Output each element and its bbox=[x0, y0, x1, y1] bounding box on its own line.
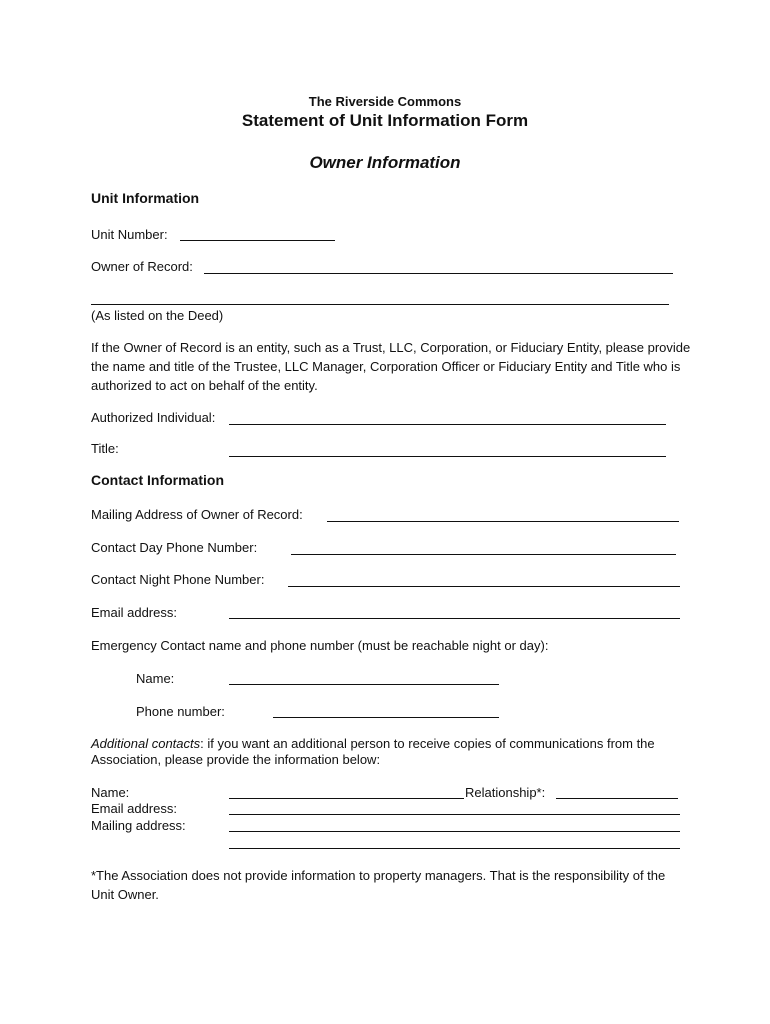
owner-label: Owner of Record: bbox=[91, 259, 193, 274]
owner-field[interactable] bbox=[204, 273, 673, 274]
relationship-label: Relationship*: bbox=[465, 785, 546, 800]
additional-mailing-label: Mailing address: bbox=[91, 818, 186, 833]
owner-field-line-2[interactable] bbox=[91, 304, 669, 305]
form-title: Statement of Unit Information Form bbox=[241, 111, 529, 130]
emergency-phone-field[interactable] bbox=[273, 717, 499, 718]
emergency-name-field[interactable] bbox=[229, 684, 499, 685]
night-phone-label: Contact Night Phone Number: bbox=[91, 572, 265, 587]
unit-info-heading: Unit Information bbox=[91, 190, 200, 206]
additional-contacts-lead: Additional contacts bbox=[91, 736, 201, 751]
mailing-address-field[interactable] bbox=[327, 521, 679, 522]
day-phone-label: Contact Day Phone Number: bbox=[91, 540, 258, 555]
title-field[interactable] bbox=[229, 456, 666, 457]
additional-name-field[interactable] bbox=[229, 798, 464, 799]
additional-contacts-text: : if you want an additional person to receive copies of communications from the Association, please provide the information below: bbox=[91, 736, 655, 767]
title-label: Title: bbox=[91, 441, 119, 456]
section-title: Owner Information bbox=[309, 153, 461, 172]
authorized-individual-label: Authorized Individual: bbox=[91, 410, 216, 425]
contact-info-heading: Contact Information bbox=[91, 472, 224, 488]
email-label: Email address: bbox=[91, 605, 177, 620]
email-field[interactable] bbox=[229, 618, 680, 619]
additional-name-label: Name: bbox=[91, 785, 130, 800]
emergency-contact-label: Emergency Contact name and phone number (must be reachable night or day): bbox=[91, 638, 549, 653]
unit-number-label: Unit Number: bbox=[91, 227, 168, 242]
additional-mailing-field[interactable] bbox=[229, 831, 680, 832]
additional-mailing-field-line-2[interactable] bbox=[229, 848, 680, 849]
night-phone-field[interactable] bbox=[288, 586, 680, 587]
additional-contacts-note bbox=[91, 736, 691, 768]
relationship-field[interactable] bbox=[556, 798, 678, 799]
unit-number-field[interactable] bbox=[180, 240, 335, 241]
footnote: *The Association does not provide information to property managers. That is the responsibility of the Unit Owner. bbox=[91, 868, 666, 902]
mailing-address-label: Mailing Address of Owner of Record: bbox=[91, 507, 303, 522]
emergency-phone-label: Phone number: bbox=[136, 704, 225, 719]
authorized-individual-field[interactable] bbox=[229, 424, 666, 425]
additional-email-label: Email address: bbox=[91, 801, 177, 816]
deed-note: (As listed on the Deed) bbox=[91, 308, 224, 323]
organization-name: The Riverside Commons bbox=[308, 94, 462, 109]
additional-email-field[interactable] bbox=[229, 814, 680, 815]
day-phone-field[interactable] bbox=[291, 554, 676, 555]
emergency-name-label: Name: bbox=[136, 671, 175, 686]
entity-note: If the Owner of Record is an entity, such as a Trust, LLC, Corporation, or Fiduciary Entity, please provide the name and title of the Trustee, LLC Manager, Corporation Officer or Fiduciary Entity and Title who is authorized to act on behalf of the entity. bbox=[91, 340, 691, 393]
